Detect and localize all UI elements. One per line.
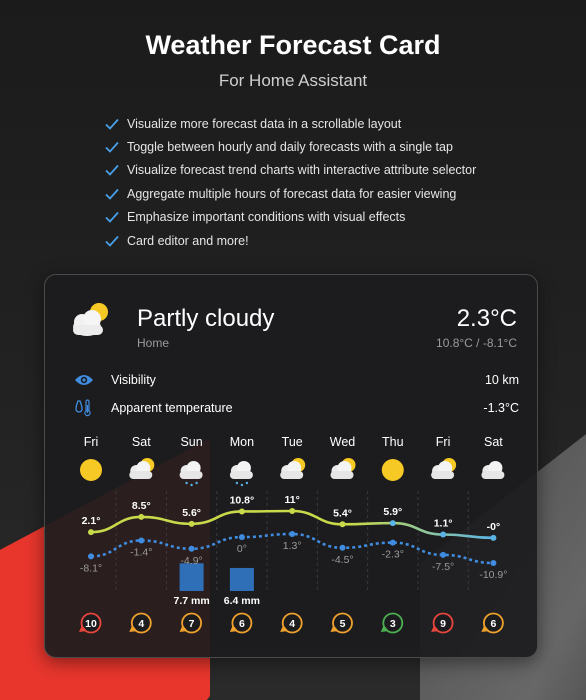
day-label: Thu xyxy=(382,435,404,449)
day-label: Wed xyxy=(329,435,356,449)
wind-speed-value: 9 xyxy=(440,618,447,630)
low-temperature-point xyxy=(440,552,446,558)
wind-speed-value: 10 xyxy=(85,618,97,630)
precipitation-bar xyxy=(180,563,204,591)
precipitation-label: 6.4 mm xyxy=(223,595,260,607)
day-label: Fri xyxy=(435,435,451,449)
check-icon xyxy=(105,118,119,130)
partly-cloudy-icon xyxy=(129,458,154,479)
wind-speed-badge xyxy=(180,614,202,633)
wind-speed-value: 6 xyxy=(238,618,245,630)
cloudy-icon xyxy=(481,461,504,479)
check-icon xyxy=(105,141,119,153)
low-temperature-label: 0° xyxy=(236,543,247,556)
high-temperature-label: 5.4° xyxy=(333,507,352,520)
partly-cloudy-icon xyxy=(331,458,356,479)
day-label: Fri xyxy=(83,435,99,449)
wind-speed-value: 7 xyxy=(188,618,195,630)
wind-speed-badge xyxy=(331,614,353,633)
low-temperature-label: -7.5° xyxy=(431,560,455,573)
attribute-label: Apparent temperature xyxy=(111,401,233,415)
forecast-chart[interactable] xyxy=(45,275,538,658)
condition-text: Partly cloudy xyxy=(137,305,275,332)
day-label: Mon xyxy=(229,435,255,449)
low-temperature-point xyxy=(340,545,346,551)
wind-speed-value: 5 xyxy=(339,618,346,630)
wind-speed-value: 3 xyxy=(389,618,396,630)
high-temperature-point xyxy=(189,521,195,527)
low-temperature-label: -2.3° xyxy=(381,548,404,561)
feature-list xyxy=(105,112,476,252)
high-temperature-point xyxy=(490,535,496,541)
high-temperature-label: -0° xyxy=(486,520,501,533)
wind-speed-value: 6 xyxy=(490,618,497,630)
day-label: Sun xyxy=(180,435,203,449)
low-temperature-label: -1.4° xyxy=(130,546,153,559)
feature-item: Card editor and more! xyxy=(105,229,476,252)
high-temperature-point xyxy=(289,508,295,514)
precipitation-label: 7.7 mm xyxy=(173,595,210,607)
snowy-icon xyxy=(180,461,203,486)
sunny-icon xyxy=(80,459,102,481)
high-temperature-label: 5.6° xyxy=(182,506,201,519)
low-temperature-point xyxy=(390,540,396,546)
attribute-value: 10 km xyxy=(484,373,519,387)
high-low-temperature: 10.8°C / -8.1°C xyxy=(436,336,517,350)
feature-item: Emphasize important conditions with visual effects xyxy=(105,206,476,229)
partly-cloudy-icon xyxy=(431,458,456,479)
check-icon xyxy=(105,188,119,200)
low-temperature-label: -4.9° xyxy=(180,554,203,567)
location-text: Home xyxy=(137,336,170,350)
wind-speed-badge xyxy=(79,614,101,633)
high-temperature-label: 10.8° xyxy=(229,494,255,507)
wind-speed-value: 4 xyxy=(289,618,296,630)
day-label: Tue xyxy=(281,435,303,449)
low-temperature-point xyxy=(490,560,496,566)
high-temperature-point xyxy=(340,521,346,527)
wind-speed-badge xyxy=(431,614,453,633)
wind-speed-badge xyxy=(129,614,151,633)
high-temperature-point xyxy=(239,508,245,514)
feature-item: Toggle between hourly and daily forecasts with a single tap xyxy=(105,135,476,158)
wind-speed-value: 4 xyxy=(138,618,145,630)
high-temperature-label: 1.1° xyxy=(433,517,453,530)
high-temperature-label: 11° xyxy=(284,494,300,506)
high-temperature-point xyxy=(88,529,94,535)
high-temperature-point xyxy=(390,520,396,526)
sunny-icon xyxy=(382,459,404,481)
snowy-icon xyxy=(230,461,253,486)
day-label: Sat xyxy=(484,435,503,449)
high-temperature-label: 8.5° xyxy=(131,499,151,512)
low-temperature-label: -8.1° xyxy=(79,562,103,575)
page-subtitle: For Home Assistant xyxy=(218,71,368,90)
low-temperature-point xyxy=(88,553,94,559)
attribute-value: -1.3°C xyxy=(483,401,519,415)
low-temperature-label: 1.3° xyxy=(282,540,302,553)
wind-speed-badge xyxy=(381,614,403,633)
high-temperature-point xyxy=(440,532,446,538)
low-temperature-point xyxy=(239,534,245,540)
partly-cloudy-icon xyxy=(280,458,305,479)
current-temperature: 2.3°C xyxy=(456,305,517,332)
feature-item: Visualize more forecast data in a scrollable layout xyxy=(105,112,476,135)
low-temperature-point xyxy=(189,546,195,552)
check-icon xyxy=(105,164,119,176)
low-temperature-point xyxy=(138,537,144,543)
wind-speed-badge xyxy=(230,614,252,633)
wind-speed-badge xyxy=(280,614,302,633)
attribute-label: Visibility xyxy=(111,373,156,387)
precipitation-bar xyxy=(230,568,254,591)
feature-item: Aggregate multiple hours of forecast data for easier viewing xyxy=(105,182,476,205)
high-temperature-label: 5.9° xyxy=(383,506,403,519)
feature-item: Visualize forecast trend charts with interactive attribute selector xyxy=(105,159,476,182)
day-label: Sat xyxy=(131,435,151,449)
low-temperature-point xyxy=(289,531,295,537)
check-icon xyxy=(105,235,119,247)
weather-card[interactable] xyxy=(44,274,538,658)
low-temperature-label: -10.9° xyxy=(479,569,508,581)
check-icon xyxy=(105,211,119,223)
wind-speed-badge xyxy=(481,614,503,633)
low-temperature-label: -4.5° xyxy=(331,553,354,566)
high-temperature-label: 2.1° xyxy=(81,515,101,528)
page-title: Weather Forecast Card xyxy=(145,30,441,60)
high-temperature-point xyxy=(138,514,144,520)
